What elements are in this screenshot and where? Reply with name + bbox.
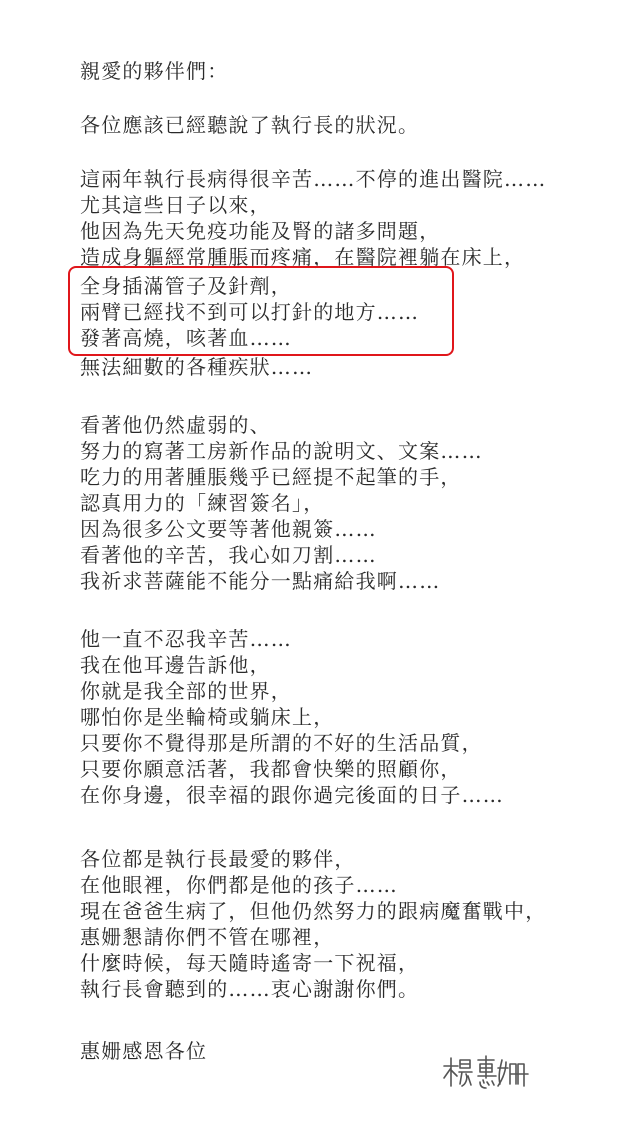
letter-line: 各位都是執行長最愛的夥伴， — [80, 847, 356, 871]
letter-line: 尤其這些日子以來， — [80, 193, 271, 217]
letter-line: 在他眼裡，你們都是他的孩子…… — [80, 873, 398, 897]
letter-line: 這兩年執行長病得很辛苦……不停的進出醫院…… — [80, 167, 547, 191]
letter-line: 看著他仍然虛弱的、 — [80, 413, 271, 437]
letter-line: 認真用力的「練習簽名」， — [80, 491, 325, 515]
letter-line: 因為很多公文要等著他親簽…… — [80, 517, 377, 541]
letter-line: 吃力的用著腫脹幾乎已經提不起筆的手， — [80, 465, 462, 489]
letter-line: 努力的寫著工房新作品的說明文、文案…… — [80, 439, 483, 463]
letter-line: 在你身邊，很幸福的跟你過完後面的日子…… — [80, 783, 504, 807]
letter-greeting: 親愛的夥伴們： — [80, 59, 229, 83]
letter-line: 他一直不忍我辛苦…… — [80, 627, 292, 651]
letter-line: 各位應該已經聽說了執行長的狀況。 — [80, 113, 420, 137]
letter-line: 什麼時候，每天隨時遙寄一下祝福， — [80, 951, 420, 975]
letter-line: 現在爸爸生病了，但他仍然努力的跟病魔奮戰中， — [80, 899, 547, 923]
letter-line: 你就是我全部的世界， — [80, 679, 292, 703]
highlighted-line: 全身插滿管子及針劑， — [80, 274, 292, 298]
letter-line: 哪怕你是坐輪椅或躺床上， — [80, 705, 335, 729]
highlighted-line: 兩臂已經找不到可以打針的地方…… — [80, 300, 420, 324]
letter-line: 只要你不覺得那是所謂的不好的生活品質， — [80, 731, 483, 755]
letter-line: 執行長會聽到的……衷心謝謝你們。 — [80, 977, 420, 1001]
letter-line: 看著他的辛苦，我心如刀割…… — [80, 543, 377, 567]
handwritten-signature — [440, 1054, 530, 1092]
letter-line: 只要你願意活著，我都會快樂的照顧你， — [80, 757, 462, 781]
letter-line: 無法細數的各種疾狀…… — [80, 355, 314, 379]
letter-line: 我祈求菩薩能不能分一點痛給我啊…… — [80, 569, 441, 593]
highlight-box — [68, 266, 454, 356]
letter-line: 他因為先天免疫功能及腎的諸多問題， — [80, 219, 441, 243]
highlighted-line: 發著高燒，咳著血…… — [80, 326, 292, 350]
letter-line: 我在他耳邊告訴他， — [80, 653, 271, 677]
letter-closing: 惠姗感恩各位 — [80, 1039, 208, 1063]
letter-line: 惠姗懇請你們不管在哪裡， — [80, 925, 335, 949]
letter-line: 造成身軀經常腫脹而疼痛，在醫院裡躺在床上， — [80, 245, 526, 269]
